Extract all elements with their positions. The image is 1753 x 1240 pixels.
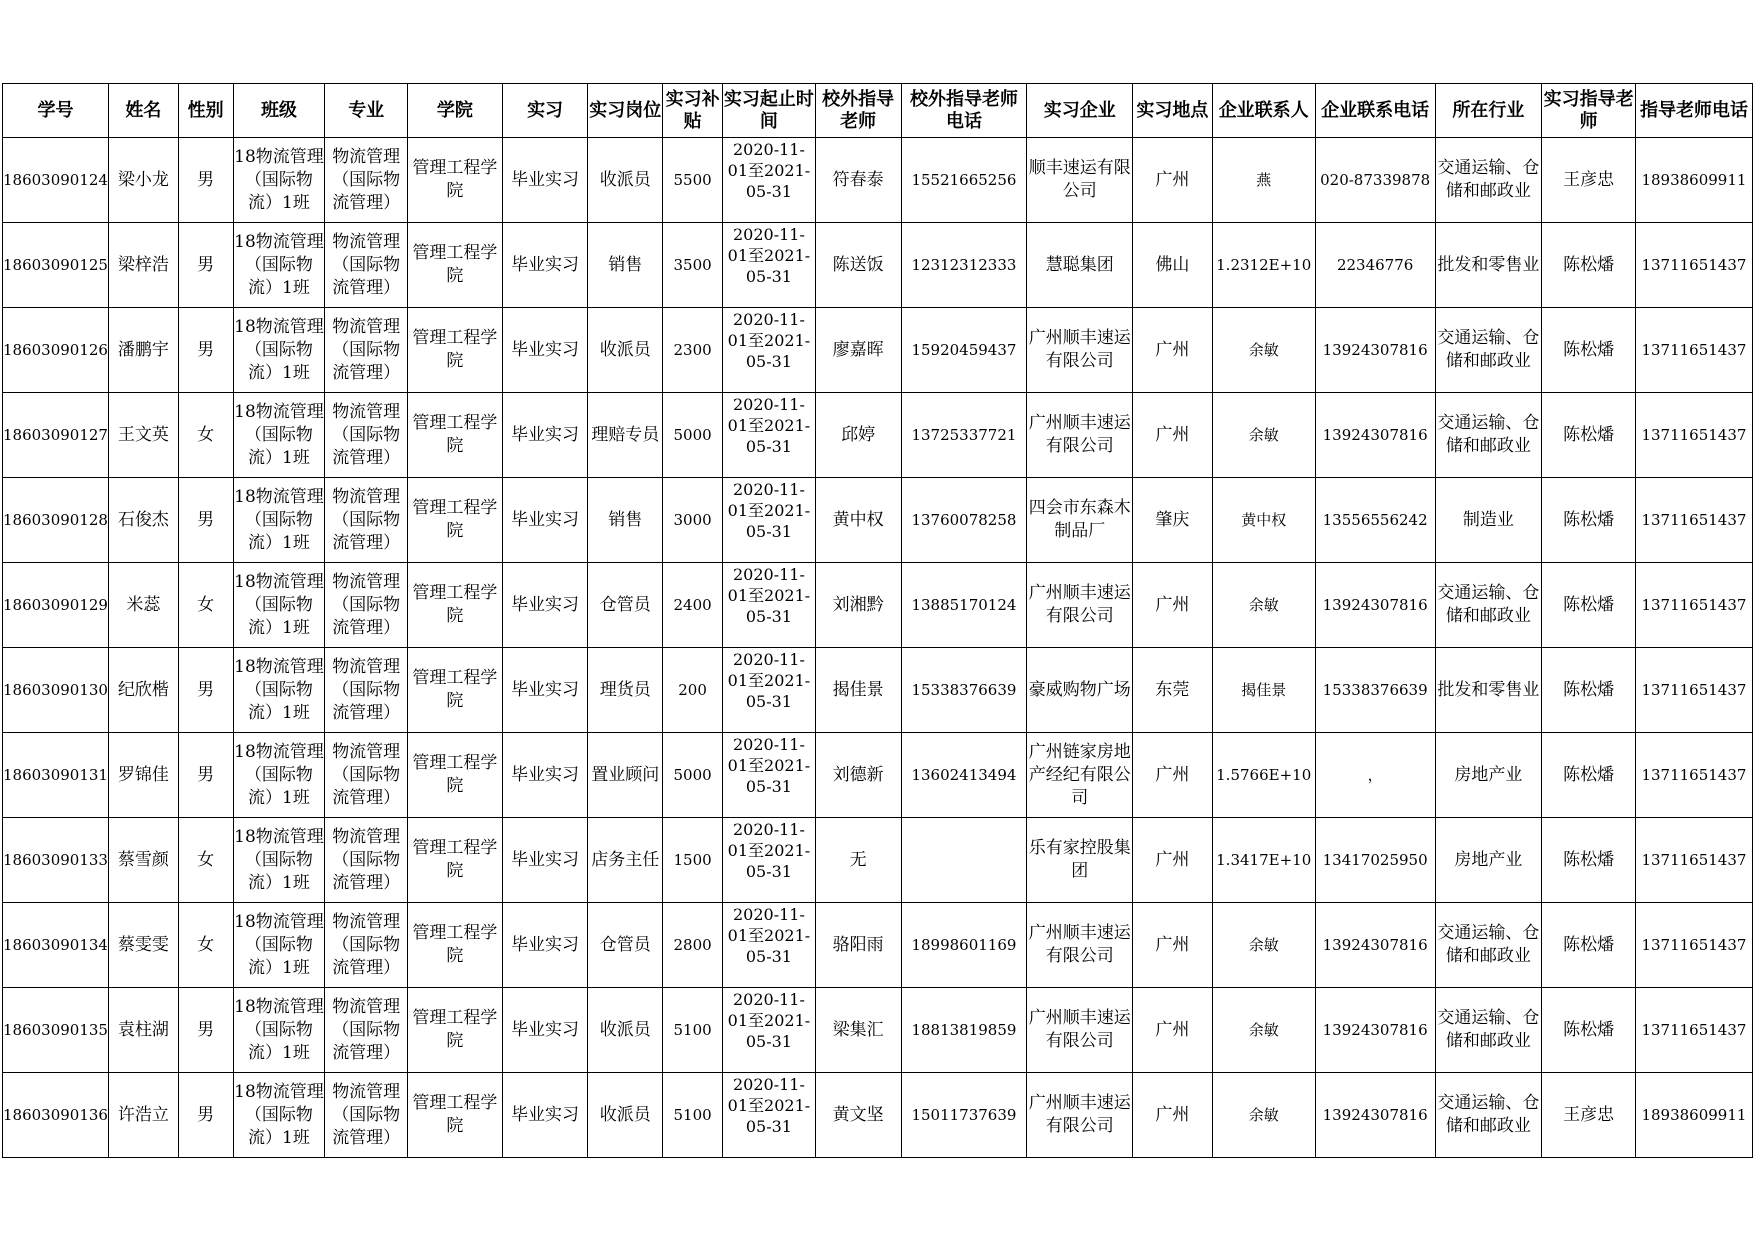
cell-gender: 男 — [178, 1073, 233, 1158]
cell-period — [723, 393, 816, 478]
cell-industry: 批发和零售业 — [1435, 648, 1542, 733]
cell-external-mentor-phone — [901, 818, 1027, 903]
cell-advisor-phone: 18938609911 — [1635, 138, 1752, 223]
cell-industry: 交通运输、仓储和邮政业 — [1435, 988, 1542, 1073]
col-name: 姓名 — [108, 84, 178, 138]
cell-external-mentor-phone: 12312312333 — [901, 223, 1027, 308]
cell-advisor-phone: 13711651437 — [1635, 223, 1752, 308]
cell-gender: 男 — [178, 648, 233, 733]
cell-advisor: 陈松燔 — [1542, 223, 1636, 308]
cell-location: 广州 — [1133, 138, 1213, 223]
cell-allowance: 2300 — [663, 308, 723, 393]
cell-class: 18物流管理（国际物流）1班 — [233, 138, 325, 223]
cell-position: 销售 — [588, 223, 663, 308]
cell-industry: 交通运输、仓储和邮政业 — [1435, 1073, 1542, 1158]
cell-class: 18物流管理（国际物流）1班 — [233, 903, 325, 988]
col-student-id: 学号 — [3, 84, 109, 138]
cell-allowance: 5000 — [663, 393, 723, 478]
cell-gender: 女 — [178, 903, 233, 988]
cell-external-mentor: 无 — [815, 818, 901, 903]
col-company-phone: 企业联系电话 — [1315, 84, 1435, 138]
cell-location: 广州 — [1133, 308, 1213, 393]
col-advisor-phone: 指导老师电话 — [1635, 84, 1752, 138]
table-body — [3, 138, 1753, 1158]
table-row — [3, 223, 1753, 308]
cell-external-mentor: 刘湘黔 — [815, 563, 901, 648]
cell-company-contact: 1.3417E+10 — [1212, 818, 1315, 903]
cell-student-id: 18603090129 — [3, 563, 109, 648]
cell-company-contact: 余敏 — [1212, 903, 1315, 988]
cell-gender: 男 — [178, 138, 233, 223]
cell-external-mentor-phone: 15920459437 — [901, 308, 1027, 393]
header-row — [3, 84, 1753, 138]
cell-college: 管理工程学院 — [408, 138, 503, 223]
cell-company-contact: 揭佳景 — [1212, 648, 1315, 733]
cell-location: 广州 — [1133, 903, 1213, 988]
cell-company-contact: 燕 — [1212, 138, 1315, 223]
table-row — [3, 648, 1753, 733]
cell-industry: 制造业 — [1435, 478, 1542, 563]
cell-company-contact: 余敏 — [1212, 308, 1315, 393]
cell-advisor-phone: 13711651437 — [1635, 988, 1752, 1073]
cell-position: 理货员 — [588, 648, 663, 733]
cell-gender: 女 — [178, 393, 233, 478]
cell-gender: 男 — [178, 308, 233, 393]
cell-internship: 毕业实习 — [502, 1073, 588, 1158]
cell-company: 广州顺丰速运有限公司 — [1027, 308, 1133, 393]
cell-external-mentor-phone: 18998601169 — [901, 903, 1027, 988]
table-row — [3, 988, 1753, 1073]
cell-industry: 房地产业 — [1435, 818, 1542, 903]
cell-company: 乐有家控股集团 — [1027, 818, 1133, 903]
col-advisor: 实习指导老师 — [1542, 84, 1636, 138]
cell-internship: 毕业实习 — [502, 563, 588, 648]
cell-period — [723, 223, 816, 308]
cell-company: 慧聪集团 — [1027, 223, 1133, 308]
cell-student-id: 18603090135 — [3, 988, 109, 1073]
cell-name: 梁小龙 — [108, 138, 178, 223]
cell-class: 18物流管理（国际物流）1班 — [233, 223, 325, 308]
cell-name: 潘鹏宇 — [108, 308, 178, 393]
cell-name: 罗锦佳 — [108, 733, 178, 818]
cell-company-contact: 黄中权 — [1212, 478, 1315, 563]
cell-external-mentor-phone: 13760078258 — [901, 478, 1027, 563]
cell-company-phone: ， — [1315, 733, 1435, 818]
cell-student-id: 18603090136 — [3, 1073, 109, 1158]
cell-name: 袁柱湖 — [108, 988, 178, 1073]
cell-major: 物流管理（国际物流管理） — [325, 138, 408, 223]
cell-college: 管理工程学院 — [408, 563, 503, 648]
cell-class: 18物流管理（国际物流）1班 — [233, 393, 325, 478]
cell-name: 石俊杰 — [108, 478, 178, 563]
cell-college: 管理工程学院 — [408, 1073, 503, 1158]
cell-major: 物流管理（国际物流管理） — [325, 563, 408, 648]
period-text: 2020-11-01至2021-05-31 — [727, 650, 811, 711]
cell-name: 米蕊 — [108, 563, 178, 648]
cell-student-id: 18603090131 — [3, 733, 109, 818]
cell-position: 仓管员 — [588, 903, 663, 988]
cell-company: 广州顺丰速运有限公司 — [1027, 903, 1133, 988]
cell-allowance: 200 — [663, 648, 723, 733]
cell-advisor: 陈松燔 — [1542, 648, 1636, 733]
cell-company-phone: 13924307816 — [1315, 903, 1435, 988]
cell-name: 纪欣楷 — [108, 648, 178, 733]
cell-advisor: 陈松燔 — [1542, 393, 1636, 478]
cell-period — [723, 648, 816, 733]
cell-advisor-phone: 13711651437 — [1635, 308, 1752, 393]
col-allowance: 实习补贴 — [663, 84, 723, 138]
table-row — [3, 563, 1753, 648]
col-internship: 实习 — [502, 84, 588, 138]
cell-location: 肇庆 — [1133, 478, 1213, 563]
table-row — [3, 818, 1753, 903]
cell-company-contact: 余敏 — [1212, 1073, 1315, 1158]
cell-company: 广州链家房地产经纪有限公司 — [1027, 733, 1133, 818]
cell-company: 广州顺丰速运有限公司 — [1027, 988, 1133, 1073]
cell-college: 管理工程学院 — [408, 903, 503, 988]
cell-company: 广州顺丰速运有限公司 — [1027, 393, 1133, 478]
cell-company: 广州顺丰速运有限公司 — [1027, 1073, 1133, 1158]
cell-college: 管理工程学院 — [408, 818, 503, 903]
cell-gender: 女 — [178, 563, 233, 648]
cell-company-contact: 1.2312E+10 — [1212, 223, 1315, 308]
cell-advisor: 陈松燔 — [1542, 818, 1636, 903]
cell-allowance: 5100 — [663, 1073, 723, 1158]
cell-position: 店务主任 — [588, 818, 663, 903]
cell-location: 广州 — [1133, 1073, 1213, 1158]
cell-company-phone: 13924307816 — [1315, 308, 1435, 393]
cell-external-mentor-phone: 13885170124 — [901, 563, 1027, 648]
table-row — [3, 308, 1753, 393]
cell-company-phone: 13924307816 — [1315, 563, 1435, 648]
cell-company-phone: 13556556242 — [1315, 478, 1435, 563]
cell-class: 18物流管理（国际物流）1班 — [233, 563, 325, 648]
table-row — [3, 733, 1753, 818]
cell-class: 18物流管理（国际物流）1班 — [233, 1073, 325, 1158]
cell-student-id: 18603090125 — [3, 223, 109, 308]
cell-location: 东莞 — [1133, 648, 1213, 733]
cell-company-contact: 余敏 — [1212, 563, 1315, 648]
cell-external-mentor-phone: 15521665256 — [901, 138, 1027, 223]
cell-student-id: 18603090124 — [3, 138, 109, 223]
cell-student-id: 18603090127 — [3, 393, 109, 478]
cell-industry: 交通运输、仓储和邮政业 — [1435, 903, 1542, 988]
col-college: 学院 — [408, 84, 503, 138]
cell-external-mentor-phone: 15011737639 — [901, 1073, 1027, 1158]
cell-position: 收派员 — [588, 988, 663, 1073]
cell-position: 收派员 — [588, 138, 663, 223]
table-row — [3, 138, 1753, 223]
cell-position: 收派员 — [588, 1073, 663, 1158]
internship-table — [2, 83, 1753, 1158]
cell-college: 管理工程学院 — [408, 308, 503, 393]
cell-period — [723, 563, 816, 648]
cell-advisor: 陈松燔 — [1542, 903, 1636, 988]
cell-external-mentor: 邱婷 — [815, 393, 901, 478]
cell-student-id: 18603090130 — [3, 648, 109, 733]
cell-class: 18物流管理（国际物流）1班 — [233, 988, 325, 1073]
cell-company-contact: 余敏 — [1212, 393, 1315, 478]
cell-period — [723, 818, 816, 903]
cell-external-mentor-phone: 13725337721 — [901, 393, 1027, 478]
col-external-mentor-phone: 校外指导老师电话 — [901, 84, 1027, 138]
cell-advisor-phone: 13711651437 — [1635, 733, 1752, 818]
cell-gender: 男 — [178, 478, 233, 563]
cell-period — [723, 138, 816, 223]
cell-allowance: 5100 — [663, 988, 723, 1073]
col-class: 班级 — [233, 84, 325, 138]
col-industry: 所在行业 — [1435, 84, 1542, 138]
cell-company-contact: 余敏 — [1212, 988, 1315, 1073]
period-text: 2020-11-01至2021-05-31 — [727, 735, 811, 796]
cell-industry: 交通运输、仓储和邮政业 — [1435, 563, 1542, 648]
cell-class: 18物流管理（国际物流）1班 — [233, 308, 325, 393]
cell-advisor: 陈松燔 — [1542, 478, 1636, 563]
cell-gender: 男 — [178, 223, 233, 308]
col-period: 实习起止时间 — [723, 84, 816, 138]
period-text: 2020-11-01至2021-05-31 — [727, 225, 811, 286]
table-row — [3, 1073, 1753, 1158]
cell-advisor: 陈松燔 — [1542, 733, 1636, 818]
cell-external-mentor-phone: 13602413494 — [901, 733, 1027, 818]
cell-location: 广州 — [1133, 988, 1213, 1073]
cell-name: 蔡雪颜 — [108, 818, 178, 903]
cell-name: 蔡雯雯 — [108, 903, 178, 988]
cell-location: 广州 — [1133, 733, 1213, 818]
period-text: 2020-11-01至2021-05-31 — [727, 820, 811, 881]
cell-industry: 房地产业 — [1435, 733, 1542, 818]
cell-company-phone: 13924307816 — [1315, 1073, 1435, 1158]
cell-internship: 毕业实习 — [502, 223, 588, 308]
cell-position: 销售 — [588, 478, 663, 563]
period-text: 2020-11-01至2021-05-31 — [727, 395, 811, 456]
cell-company-phone: 13417025950 — [1315, 818, 1435, 903]
col-gender: 性别 — [178, 84, 233, 138]
col-company: 实习企业 — [1027, 84, 1133, 138]
cell-period — [723, 478, 816, 563]
cell-advisor-phone: 13711651437 — [1635, 563, 1752, 648]
cell-advisor-phone: 13711651437 — [1635, 903, 1752, 988]
cell-external-mentor: 廖嘉晖 — [815, 308, 901, 393]
cell-major: 物流管理（国际物流管理） — [325, 393, 408, 478]
cell-allowance: 3000 — [663, 478, 723, 563]
cell-company-phone: 15338376639 — [1315, 648, 1435, 733]
cell-period — [723, 988, 816, 1073]
cell-student-id: 18603090134 — [3, 903, 109, 988]
cell-internship: 毕业实习 — [502, 648, 588, 733]
col-location: 实习地点 — [1133, 84, 1213, 138]
cell-advisor-phone: 13711651437 — [1635, 648, 1752, 733]
cell-major: 物流管理（国际物流管理） — [325, 903, 408, 988]
cell-student-id: 18603090126 — [3, 308, 109, 393]
cell-allowance: 2400 — [663, 563, 723, 648]
cell-advisor: 王彦忠 — [1542, 1073, 1636, 1158]
cell-position: 收派员 — [588, 308, 663, 393]
cell-gender: 男 — [178, 988, 233, 1073]
cell-allowance: 5000 — [663, 733, 723, 818]
cell-class: 18物流管理（国际物流）1班 — [233, 818, 325, 903]
cell-period — [723, 903, 816, 988]
cell-external-mentor-phone: 18813819859 — [901, 988, 1027, 1073]
cell-college: 管理工程学院 — [408, 393, 503, 478]
cell-internship: 毕业实习 — [502, 733, 588, 818]
cell-major: 物流管理（国际物流管理） — [325, 733, 408, 818]
cell-external-mentor: 黄文坚 — [815, 1073, 901, 1158]
cell-gender: 男 — [178, 733, 233, 818]
col-major: 专业 — [325, 84, 408, 138]
cell-college: 管理工程学院 — [408, 988, 503, 1073]
cell-advisor-phone: 18938609911 — [1635, 1073, 1752, 1158]
period-text: 2020-11-01至2021-05-31 — [727, 990, 811, 1051]
cell-company: 豪威购物广场 — [1027, 648, 1133, 733]
cell-advisor: 陈松燔 — [1542, 563, 1636, 648]
col-external-mentor: 校外指导老师 — [815, 84, 901, 138]
cell-internship: 毕业实习 — [502, 478, 588, 563]
cell-location: 广州 — [1133, 563, 1213, 648]
table-row — [3, 903, 1753, 988]
period-text: 2020-11-01至2021-05-31 — [727, 905, 811, 966]
cell-external-mentor: 梁集汇 — [815, 988, 901, 1073]
cell-position: 置业顾问 — [588, 733, 663, 818]
cell-major: 物流管理（国际物流管理） — [325, 648, 408, 733]
cell-industry: 批发和零售业 — [1435, 223, 1542, 308]
cell-allowance: 3500 — [663, 223, 723, 308]
cell-location: 广州 — [1133, 393, 1213, 478]
cell-class: 18物流管理（国际物流）1班 — [233, 733, 325, 818]
cell-period — [723, 733, 816, 818]
cell-position: 仓管员 — [588, 563, 663, 648]
cell-external-mentor-phone: 15338376639 — [901, 648, 1027, 733]
cell-major: 物流管理（国际物流管理） — [325, 308, 408, 393]
col-position: 实习岗位 — [588, 84, 663, 138]
cell-industry: 交通运输、仓储和邮政业 — [1435, 393, 1542, 478]
cell-company-phone: 13924307816 — [1315, 988, 1435, 1073]
cell-external-mentor: 陈送饭 — [815, 223, 901, 308]
cell-name: 许浩立 — [108, 1073, 178, 1158]
cell-class: 18物流管理（国际物流）1班 — [233, 478, 325, 563]
period-text: 2020-11-01至2021-05-31 — [727, 1075, 811, 1136]
cell-company-contact: 1.5766E+10 — [1212, 733, 1315, 818]
cell-internship: 毕业实习 — [502, 903, 588, 988]
period-text: 2020-11-01至2021-05-31 — [727, 565, 811, 626]
cell-college: 管理工程学院 — [408, 648, 503, 733]
cell-external-mentor: 刘德新 — [815, 733, 901, 818]
cell-external-mentor: 符春泰 — [815, 138, 901, 223]
cell-internship: 毕业实习 — [502, 393, 588, 478]
cell-internship: 毕业实习 — [502, 818, 588, 903]
cell-college: 管理工程学院 — [408, 733, 503, 818]
cell-period — [723, 1073, 816, 1158]
cell-college: 管理工程学院 — [408, 223, 503, 308]
cell-advisor: 陈松燔 — [1542, 308, 1636, 393]
cell-internship: 毕业实习 — [502, 988, 588, 1073]
cell-advisor: 陈松燔 — [1542, 988, 1636, 1073]
cell-advisor-phone: 13711651437 — [1635, 478, 1752, 563]
cell-major: 物流管理（国际物流管理） — [325, 478, 408, 563]
cell-allowance: 1500 — [663, 818, 723, 903]
cell-allowance: 5500 — [663, 138, 723, 223]
cell-student-id: 18603090128 — [3, 478, 109, 563]
table-row — [3, 478, 1753, 563]
cell-major: 物流管理（国际物流管理） — [325, 988, 408, 1073]
cell-location: 广州 — [1133, 818, 1213, 903]
cell-external-mentor: 揭佳景 — [815, 648, 901, 733]
cell-position: 理赔专员 — [588, 393, 663, 478]
cell-company: 顺丰速运有限公司 — [1027, 138, 1133, 223]
cell-advisor-phone: 13711651437 — [1635, 393, 1752, 478]
cell-internship: 毕业实习 — [502, 138, 588, 223]
table-row — [3, 393, 1753, 478]
cell-company: 四会市东森木制品厂 — [1027, 478, 1133, 563]
cell-major: 物流管理（国际物流管理） — [325, 818, 408, 903]
period-text: 2020-11-01至2021-05-31 — [727, 480, 811, 541]
cell-location: 佛山 — [1133, 223, 1213, 308]
cell-advisor-phone: 13711651437 — [1635, 818, 1752, 903]
cell-company: 广州顺丰速运有限公司 — [1027, 563, 1133, 648]
cell-name: 王文英 — [108, 393, 178, 478]
cell-period — [723, 308, 816, 393]
cell-name: 梁梓浩 — [108, 223, 178, 308]
cell-company-phone: 13924307816 — [1315, 393, 1435, 478]
cell-student-id: 18603090133 — [3, 818, 109, 903]
period-text: 2020-11-01至2021-05-31 — [727, 310, 811, 371]
cell-advisor: 王彦忠 — [1542, 138, 1636, 223]
cell-major: 物流管理（国际物流管理） — [325, 1073, 408, 1158]
cell-class: 18物流管理（国际物流）1班 — [233, 648, 325, 733]
col-company-contact: 企业联系人 — [1212, 84, 1315, 138]
cell-external-mentor: 黄中权 — [815, 478, 901, 563]
cell-college: 管理工程学院 — [408, 478, 503, 563]
cell-company-phone: 22346776 — [1315, 223, 1435, 308]
cell-industry: 交通运输、仓储和邮政业 — [1435, 138, 1542, 223]
cell-internship: 毕业实习 — [502, 308, 588, 393]
cell-external-mentor: 骆阳雨 — [815, 903, 901, 988]
cell-gender: 女 — [178, 818, 233, 903]
period-text: 2020-11-01至2021-05-31 — [727, 140, 811, 201]
cell-company-phone: 020-87339878 — [1315, 138, 1435, 223]
cell-allowance: 2800 — [663, 903, 723, 988]
cell-major: 物流管理（国际物流管理） — [325, 223, 408, 308]
cell-industry: 交通运输、仓储和邮政业 — [1435, 308, 1542, 393]
